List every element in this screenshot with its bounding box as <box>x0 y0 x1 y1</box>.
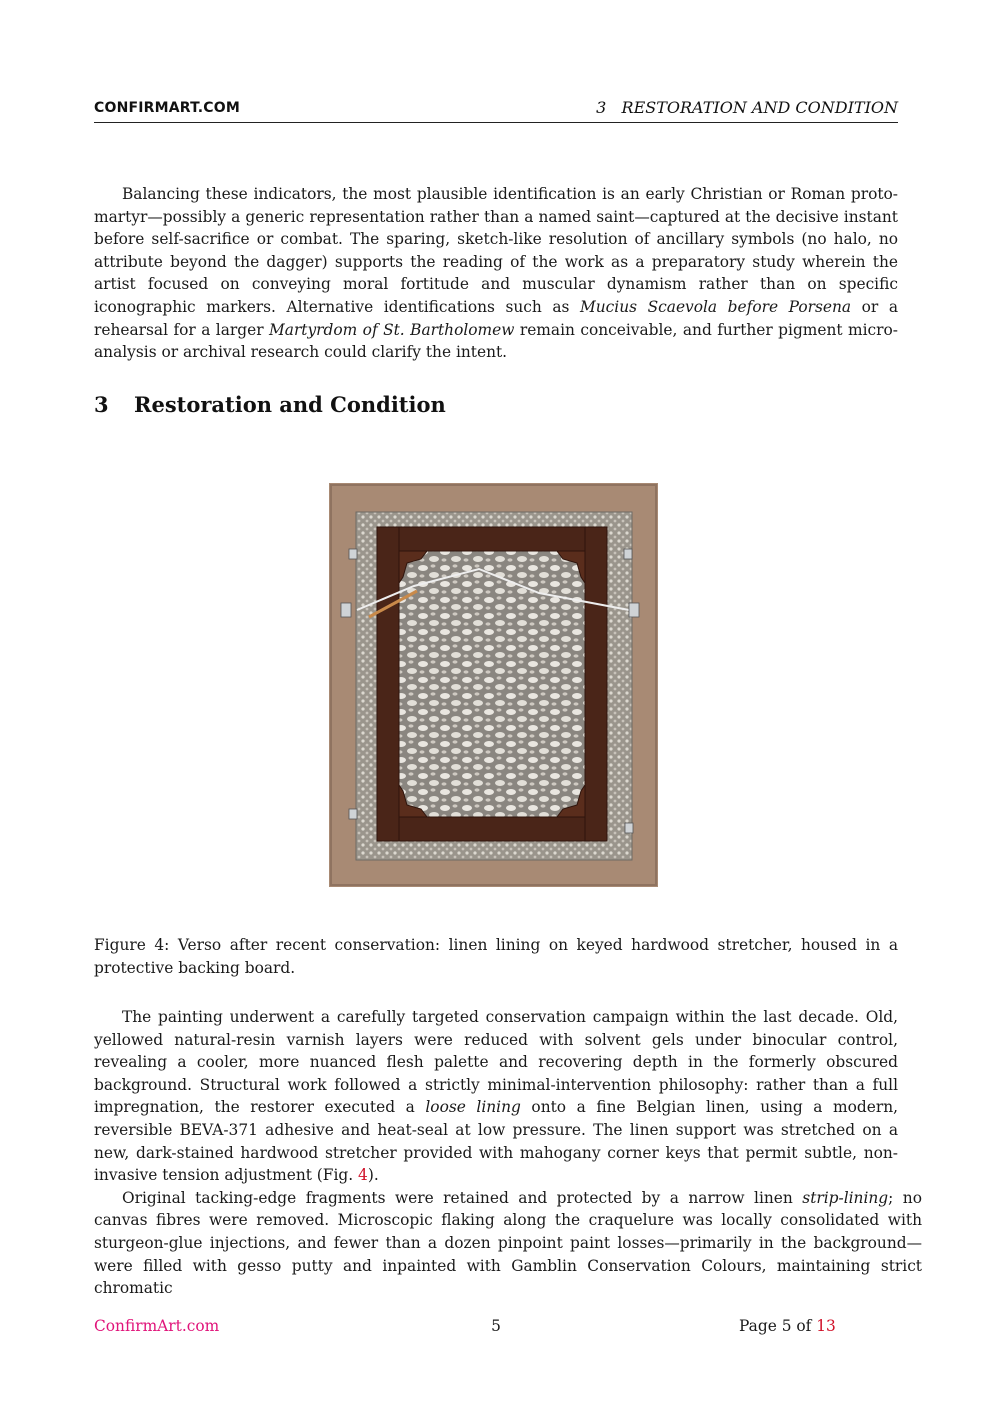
painting-verso-image <box>329 483 658 887</box>
running-section-title: 3 RESTORATION AND CONDITION <box>596 98 898 117</box>
header-logo: CONFIRMART.COM <box>94 100 241 116</box>
section-heading <box>94 392 446 417</box>
page-total-link[interactable]: 13 <box>816 1317 836 1335</box>
emphasis-mucius: Mucius Scaevola before Porsena <box>580 297 852 316</box>
footer-site-link[interactable]: ConfirmArt.com <box>94 1317 220 1335</box>
figure-verso-photo <box>329 483 658 887</box>
paragraph-identification <box>94 183 898 364</box>
page-prefix: Page 5 of <box>739 1317 817 1335</box>
footer-page-count <box>739 1317 836 1335</box>
text-run: remain conceivable, and further pigment micro-analysis or archival research could clarify the intent. <box>94 320 898 362</box>
page-header <box>94 98 898 123</box>
text-run: onto a fine Belgian linen, using a modern, reversible BEVA-371 adhesive and heat-seal at low pressure. The linen support was stretched on a new, dark-stained hardwood stretcher provided with mahogany corner keys that permit subtle, non-invasive tension adjustment (Fig. <box>94 1098 898 1185</box>
text-run: Original tacking-edge fragments were retained and protected by a narrow linen <box>122 1188 803 1207</box>
text-run: or a rehearsal for a larger <box>94 297 898 339</box>
text-run: Balancing these indicators, the most plausible identification is an early Christian or Roman proto-martyr—possibly a generic representation rather than a named saint—captured at the decisive instant before self-sacrifice or combat. The sparing, sketch-like resolution of ancillary symbols (no halo, no attribute beyond the dagger) supports the reading of the work as a preparatory study wherein the artist focused on conveying moral fortitude and muscular dynamism rather than on specific iconographic markers. Alternative identifications such as <box>94 185 898 316</box>
paragraph-conservation <box>94 1006 898 1187</box>
emphasis-strip-lining: strip-lining <box>802 1188 889 1207</box>
emphasis-martyrdom: Martyrdom of St. Bartholomew <box>269 320 515 339</box>
figure-caption: Figure 4: Verso after recent conservation: linen lining on keyed hardwood stretcher, housed in a protective backing board. <box>94 936 898 977</box>
restoration-text <box>94 1006 922 1300</box>
text-run: The painting underwent a carefully targeted conservation campaign within the last decade. Old, yellowed natural-resin varnish layers were reduced with solvent gels under binocular control, revealing a cooler, more nuanced flesh palette and recovering depth in the formerly obscured background. Structural work followed a strictly minimal-intervention philosophy: rather than a full impregnation, the restorer executed a <box>94 1008 898 1117</box>
page-footer <box>94 1317 898 1339</box>
section-number: 3 <box>94 392 109 417</box>
linen-lining <box>387 535 597 831</box>
paragraph-tacking-edge <box>94 1187 922 1300</box>
text-run: ). <box>367 1166 379 1185</box>
section-title: Restoration and Condition <box>134 392 446 417</box>
emphasis-loose-lining: loose lining <box>425 1098 521 1117</box>
footer-page-number: 5 <box>491 1317 501 1335</box>
figure-reference-link[interactable]: 4 <box>358 1166 368 1185</box>
text-run: ; no canvas fibres were removed. Microscopic flaking along the craquelure was locally consolidated with sturgeon-glue injections, and fewer than a dozen pinpoint paint losses—primarily in the background—were filled with gesso putty and inpainted with Gamblin Conservation Colours, maintaining strict chromatic <box>94 1188 922 1298</box>
